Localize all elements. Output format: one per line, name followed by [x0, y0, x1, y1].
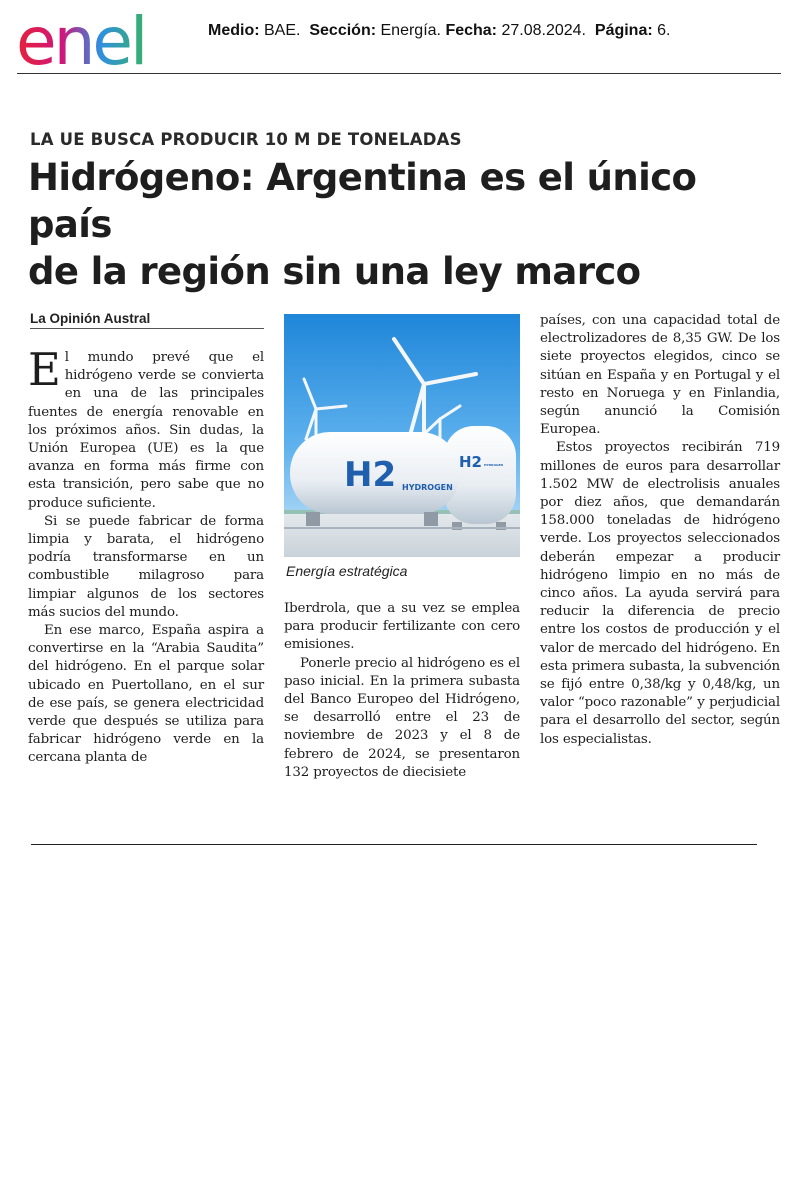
medio-value: BAE. — [264, 22, 301, 39]
paragraph: El mundo prevé que el hidrógeno verde se convierta en una de las principales fuentes de energía renovable en los próximos años. Sin dudas, la Unión Europea (UE) es la que avanza en forma más firme con esta transición, pero sabe que no produce suficiente. — [28, 343, 264, 511]
source-underline — [30, 328, 264, 329]
article-headline — [28, 154, 788, 295]
paragraph: Ponerle precio al hidrógeno es el paso inicial. En la primera subasta del Banco Europeo del Hidrógeno, se desarrolló entre el 23 de noviembre de 2023 y el 8 de febrero de 2024, se presentaron 132 proyectos de diecisiete — [284, 655, 520, 780]
fecha-value: 27.08.2024. — [501, 22, 586, 39]
header-divider — [17, 73, 781, 74]
article-column-1 — [28, 343, 264, 768]
article-source: La Opinión Austral — [30, 311, 151, 326]
drop-cap: E — [28, 343, 61, 396]
article-column-3 — [540, 312, 780, 749]
paragraph: Si se puede fabricar de forma limpia y barata, el hidrógeno podría transformarse en un combustible milagroso para limpiar algunos de los sectores más sucios del mundo. — [28, 513, 264, 620]
publication-meta — [208, 22, 670, 40]
pagina-value: 6. — [657, 22, 671, 39]
footer-divider — [31, 844, 757, 845]
article-kicker: LA UE BUSCA PRODUCIR 10 M DE TONELADAS — [30, 130, 462, 149]
photo-caption: Energía estratégica — [286, 563, 408, 579]
paragraph: Iberdrola, que a su vez se emplea para producir fertilizante con cero emisiones. — [284, 601, 520, 653]
svg-text:H2: H2 — [344, 455, 397, 495]
svg-text:enel: enel — [16, 8, 146, 70]
enel-logo — [16, 8, 181, 70]
headline-line-1: Hidrógeno: Argentina es el único país — [28, 156, 697, 246]
fecha-label: Fecha: — [445, 22, 498, 39]
paragraph: Estos proyectos recibirán 719 millones de euros para desarrollar 1.502 MW de electrolisis anuales por diez años, que demandarán 158.000 toneladas de hidrógeno verde. Los proyectos seleccionados deberán empezar a producir hidrógeno limpio en no más de cinco años. La ayuda servirá para reducir la diferencia de precio entre los costos de producción y el valor de mercado del hidrógeno. En esta primera subasta, la subvención se fijó entre 0,38/kg y 0,48/kg, un valor “poco razonable” y perjudicial para el desarrollo del sector, según los especialistas. — [540, 440, 780, 747]
hydrogen-tanks-photo — [284, 314, 520, 557]
headline-line-2: de la región sin una ley marco — [28, 250, 641, 293]
article-column-2 — [284, 600, 520, 782]
seccion-value: Energía. — [380, 22, 441, 39]
paragraph: En ese marco, España aspira a convertirse en la “Arabia Saudita” del hidrógeno. En el parque solar ubicado en Puertollano, en el sur de ese país, se genera electricidad verde que después se utiliza para fabricar hidrógeno verde en la cercana planta de — [28, 623, 264, 766]
svg-text:HYDROGEN: HYDROGEN — [484, 463, 504, 467]
pagina-label: Página: — [594, 22, 653, 39]
svg-text:HYDROGEN: HYDROGEN — [402, 483, 453, 492]
seccion-label: Sección: — [309, 22, 377, 39]
medio-label: Medio: — [208, 22, 260, 39]
paragraph: países, con una capacidad total de electrolizadores de 8,35 GW. De los siete proyectos elegidos, cinco se sitúan en España y en Portugal y el resto en Noruega y en Finlandia, según anunció la Comisión Europea. — [540, 313, 780, 438]
svg-text:H2: H2 — [459, 453, 482, 471]
